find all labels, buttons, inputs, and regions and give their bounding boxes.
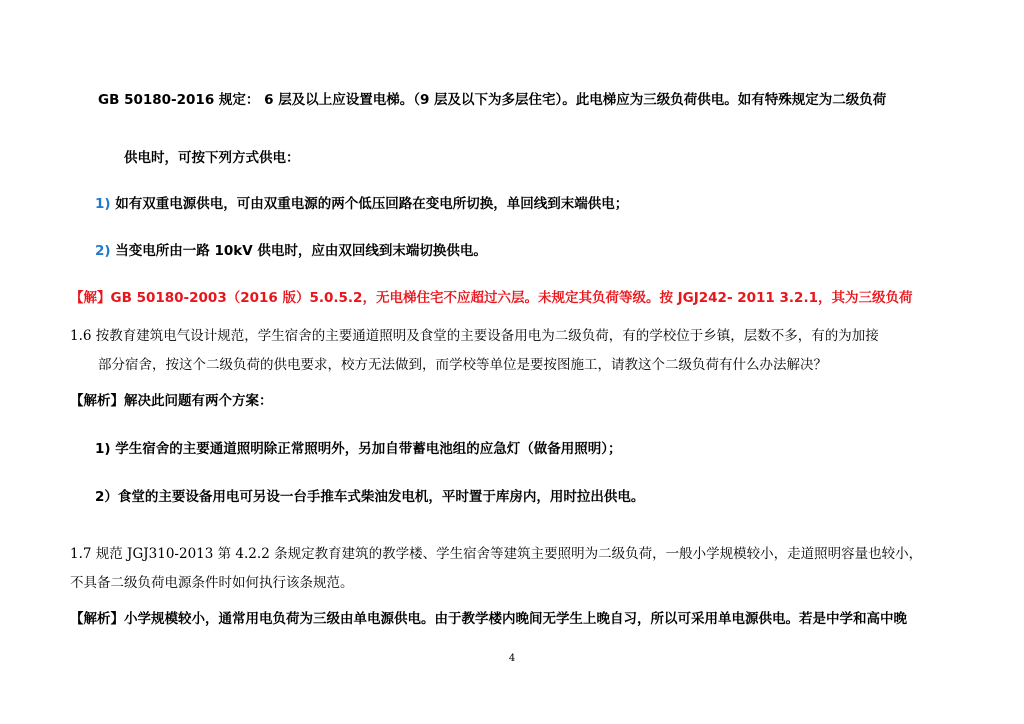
- question-1-6-line-1: 1.6 按教育建筑电气设计规范，学生宿舍的主要通道照明及食堂的主要设备用电为二级负荷，有的学校位于乡镇，层数不多，有的为加接: [70, 328, 879, 344]
- answer-line-red: 【解】GB 50180-2003（2016 版）5.0.5.2，无电梯住宅不应超过六层。未规定其负荷等级。按 JGJ242- 2011 3.2.1，其为三级负荷: [70, 290, 913, 306]
- list-item-text: 当变电所由一路 10kV 供电时，应由双回线到末端切换供电。: [110, 243, 487, 259]
- question-1-7-line-2: 不具备二级负荷电源条件时如何执行该条规范。: [70, 575, 354, 591]
- text-line-supply-methods: 供电时，可按下列方式供电：: [124, 150, 300, 166]
- analysis-1-7-line: 【解析】小学规模较小，通常用电负荷为三级由单电源供电。由于教学楼内晚间无学生上晚自习，所以可采用单电源供电。若是中学和高中晚: [70, 611, 907, 627]
- solution-item-1: 1) 学生宿舍的主要通道照明除正常照明外，另加自带蓄电池组的应急灯（做备用照明）；: [95, 441, 622, 457]
- text-line-gb-rule: GB 50180-2016 规定： 6 层及以上应设置电梯。（9 层及以下为多层住宅）。此电梯应为三级负荷供电。如有特殊规定为二级负荷: [98, 92, 887, 108]
- page-number: 4: [508, 653, 516, 664]
- list-item-1: [95, 192, 628, 212]
- question-1-6-line-2: 部分宿舍，按这个二级负荷的供电要求，校方无法做到，而学校等单位是要按图施工，请教这个二级负荷有什么办法解决？: [98, 357, 827, 373]
- solution-item-2: 2）食堂的主要设备用电可另设一台手推车式柴油发电机，平时置于库房内，用时拉出供电。: [95, 489, 645, 505]
- list-number: 1): [95, 196, 111, 212]
- list-item-2: [95, 239, 487, 259]
- analysis-heading: 【解析】解决此问题有两个方案：: [70, 393, 273, 409]
- list-item-text: 如有双重电源供电，可由双重电源的两个低压回路在变电所切换，单回线到末端供电；: [110, 196, 629, 212]
- question-1-7-line-1: 1.7 规范 JGJ310-2013 第 4.2.2 条规定教育建筑的教学楼、学生宿舍等建筑主要照明为二级负荷，一般小学规模较小，走道照明容量也较小，: [70, 546, 923, 562]
- list-number: 2): [95, 243, 111, 259]
